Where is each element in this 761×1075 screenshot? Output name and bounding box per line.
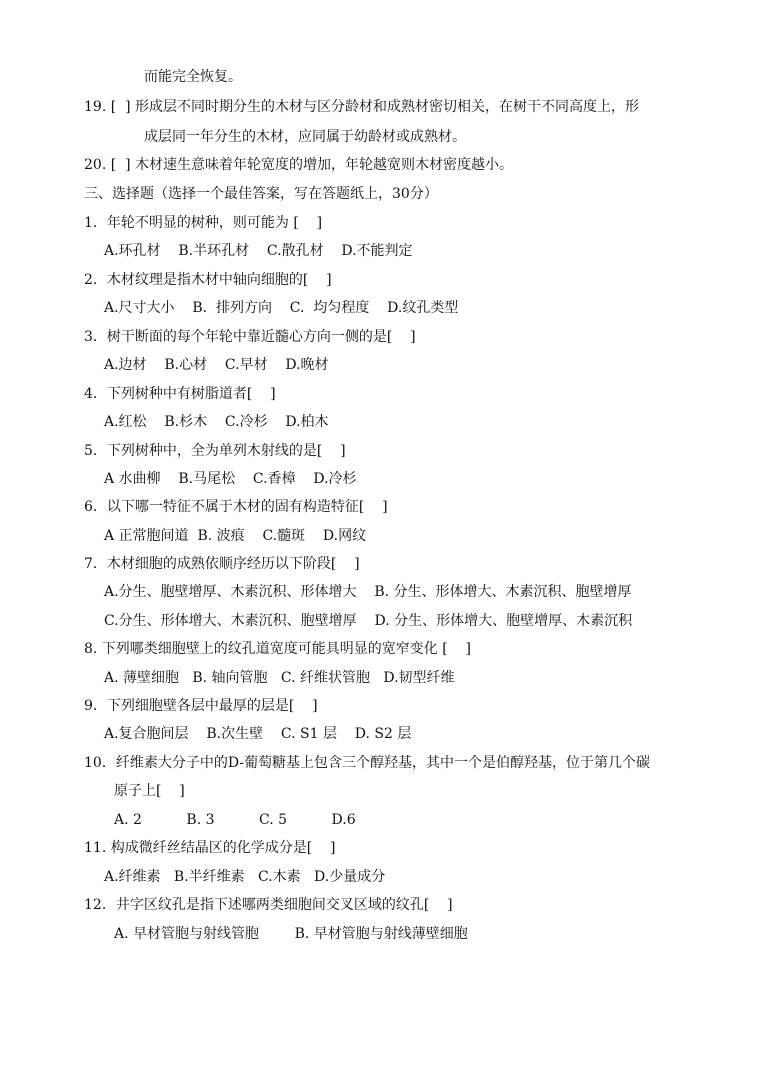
options-8: A. 薄壁细胞 B. 轴向管胞 C. 纤维状管胞 D.韧型纤维 bbox=[104, 670, 455, 686]
question-7: 7．木材细胞的成熟依顺序经历以下阶段[ ] bbox=[84, 556, 360, 572]
question-9: 9．下列细胞壁各层中最厚的层是[ ] bbox=[84, 698, 318, 714]
options-7a: A.分生、胞壁增厚、木素沉积、形体增大 B. 分生、形体增大、木素沉积、胞壁增厚 bbox=[104, 584, 632, 600]
question-12: 12．井字区纹孔是指下述哪两类细胞间交叉区域的纹孔[ ] bbox=[84, 897, 453, 913]
section-heading: 三、选择题（选择一个最佳答案，写在答题纸上，30分） bbox=[84, 186, 438, 202]
question-10-cont: 原子上[ ] bbox=[114, 783, 185, 799]
question-5: 5．下列树种中，全为单列木射线的是[ ] bbox=[84, 443, 346, 459]
question-4: 4．下列树种中有树脂道者[ ] bbox=[84, 386, 276, 402]
options-3: A.边材 B.心材 C.早材 D.晚材 bbox=[104, 357, 329, 373]
options-1: A.环孔材 B.半环孔材 C.散孔材 D.不能判定 bbox=[104, 243, 413, 259]
question-6: 6．以下哪一特征不属于木材的固有构造特征[ ] bbox=[84, 499, 388, 515]
options-7b: C.分生、形体增大、木素沉积、胞壁增厚 D. 分生、形体增大、胞壁增厚、木素沉积 bbox=[104, 613, 633, 629]
text-line-1: 而能完全恢复。 bbox=[144, 69, 242, 85]
question-3: 3．树干断面的每个年轮中靠近髓心方向一侧的是[ ] bbox=[84, 329, 416, 345]
options-6: A 正常胞间道 B. 波痕 C.髓斑 D.网纹 bbox=[104, 528, 367, 544]
options-4: A.红松 B.杉木 C.冷杉 D.柏木 bbox=[104, 414, 329, 430]
text-line-2: 19. [ ] 形成层不同时期分生的木材与区分龄材和成熟材密切相关，在树干不同高度上，形 bbox=[84, 99, 639, 115]
question-8: 8. 下列哪类细胞壁上的纹孔道宽度可能具明显的宽窄变化 [ ] bbox=[84, 641, 471, 657]
options-2: A.尺寸大小 B. 排列方向 C. 均匀程度 D.纹孔类型 bbox=[104, 300, 459, 316]
options-10: A. 2 B. 3 C. 5 D.6 bbox=[114, 812, 356, 828]
text-line-3: 成层同一年分生的木材，应同属于幼龄材或成熟材。 bbox=[144, 129, 466, 145]
question-2: 2．木材纹理是指木材中轴向细胞的[ ] bbox=[84, 272, 332, 288]
question-1: 1．年轮不明显的树种，则可能为 [ ] bbox=[84, 215, 323, 231]
question-11: 11. 构成微纤丝结晶区的化学成分是[ ] bbox=[84, 840, 336, 856]
question-10: 10．纤维素大分子中的D-葡萄糖基上包含三个醇羟基，其中一个是伯醇羟基，位于第几个碳 bbox=[84, 755, 651, 771]
options-12: A. 早材管胞与射线管胞 B. 早材管胞与射线薄壁细胞 bbox=[114, 926, 468, 942]
options-9: A.复合胞间层 B.次生壁 C. S1 层 D. S2 层 bbox=[104, 726, 412, 742]
text-line-4: 20. [ ] 木材速生意味着年轮宽度的增加，年轮越宽则木材密度越小。 bbox=[84, 157, 513, 173]
options-5: A 水曲柳 B.马尾松 C.香樟 D.冷杉 bbox=[104, 471, 357, 487]
options-11: A.纤维素 B.半纤维素 C.木素 D.少量成分 bbox=[104, 869, 386, 885]
